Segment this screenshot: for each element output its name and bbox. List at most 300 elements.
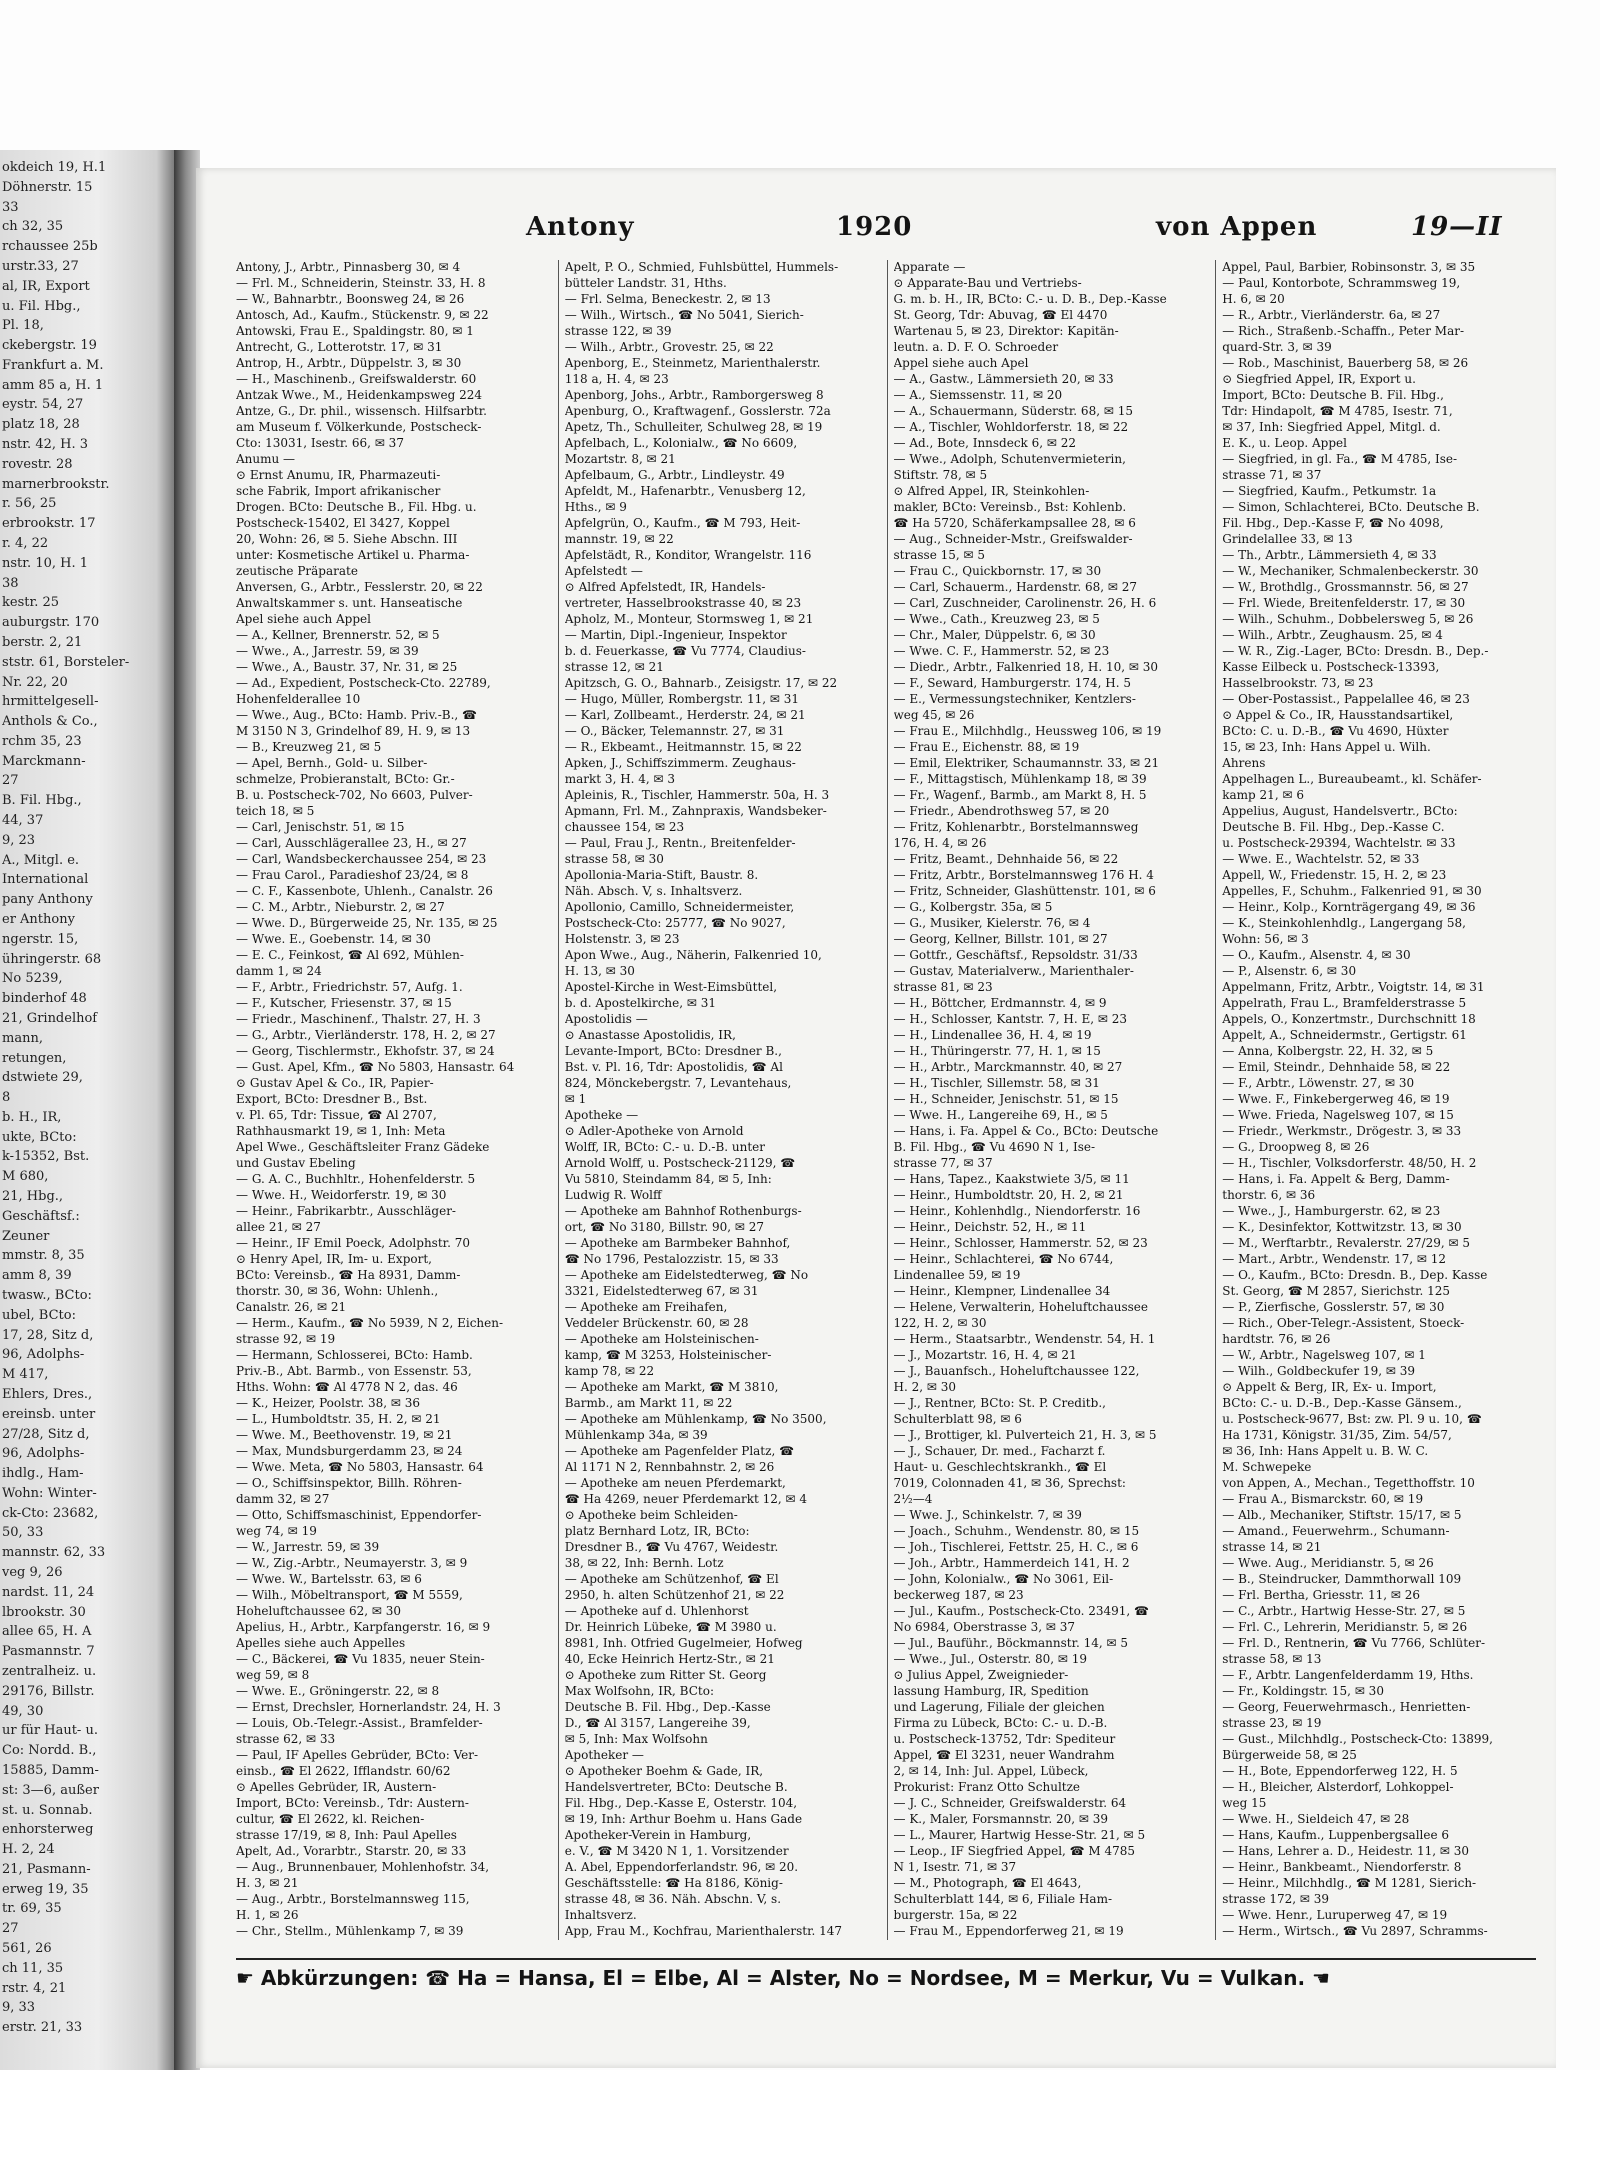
directory-entry: ⊙ Apotheker Boehm & Gade, IR,	[564, 1764, 764, 1778]
left-page-line: 27	[2, 1921, 19, 1937]
directory-entry: M 3150 N 3, Grindelhof 89, H. 9, ✉ 13	[236, 724, 471, 738]
left-page-line: pany Anthony	[2, 892, 93, 908]
directory-entry: — J., Mozartstr. 16, H. 4, ✉ 21	[893, 1348, 1077, 1362]
directory-entry: — A., Gastw., Lämmersieth 20, ✉ 33	[893, 372, 1114, 386]
directory-entry: — Frl. M., Schneiderin, Steinstr. 33, H. 8	[236, 276, 486, 290]
directory-entry: ⊙ Alfred Apfelstedt, IR, Handels-	[564, 580, 766, 594]
directory-entry: Appel, Paul, Barbier, Robinsonstr. 3, ✉ 35	[1222, 260, 1476, 274]
directory-entry: — Wwe. Meta, ☎ No 5803, Hansastr. 64	[236, 1460, 484, 1474]
directory-entry: — Heinr., Klempner, Lindenallee 34	[893, 1284, 1111, 1298]
directory-entry: — Wwe. E., Goebenstr. 14, ✉ 30	[236, 932, 431, 946]
column-4	[1215, 260, 1536, 1940]
directory-entry: strasse 15, ✉ 5	[893, 548, 986, 562]
directory-entry: Deutsche B. Fil. Hbg., Dep.-Kasse C.	[1222, 820, 1445, 834]
directory-entry: — Joh., Tischlerei, Fettstr. 25, H. C., ✉ 6	[893, 1540, 1139, 1554]
directory-entry: 15, ✉ 23, Inh: Hans Appel u. Wilh.	[1222, 740, 1431, 754]
directory-entry: 20, Wohn: 26, ✉ 5. Siehe Abschn. III	[236, 532, 458, 546]
directory-entry: — W., Arbtr., Nagelsweg 107, ✉ 1	[1222, 1348, 1426, 1362]
directory-entry: Drogen. BCto: Deutsche B., Fil. Hbg. u.	[236, 500, 477, 514]
directory-entry: Geschäftsstelle: ☎ Ha 8186, König-	[564, 1876, 783, 1890]
directory-entry: 122, H. 2, ✉ 30	[893, 1316, 987, 1330]
directory-entry: Hths. Wohn: ☎ Al 4778 N 2, das. 46	[236, 1380, 458, 1394]
directory-entry: — Wwe., Adolph, Schutenvermieterin,	[893, 452, 1126, 466]
directory-entry: unter: Kosmetische Artikel u. Pharma-	[236, 548, 470, 562]
directory-entry: Kasse Eilbeck u. Postscheck-13393,	[1222, 660, 1440, 674]
left-page-line: erstr. 21, 33	[2, 2020, 83, 2036]
directory-entry: — H., Lindenallee 36, H. 4, ✉ 19	[893, 1028, 1092, 1042]
directory-entry: Apitzsch, G. O., Bahnarb., Zeisigstr. 17, ✉ 22	[564, 676, 838, 690]
directory-entry: Anversen, G., Arbtr., Fesslerstr. 20, ✉ 22	[236, 580, 483, 594]
left-page-line: 9, 23	[2, 832, 36, 848]
directory-entry: Wolff, IR, BCto: C.- u. D.-B. unter	[564, 1140, 766, 1154]
directory-entry: — Hermann, Schlosserei, BCto: Hamb.	[236, 1348, 473, 1362]
directory-entry: — J. C., Schneider, Greifswalderstr. 64	[893, 1796, 1127, 1810]
directory-entry: — Siegfried, Kaufm., Petkumstr. 1a	[1222, 484, 1437, 498]
directory-entry: — W., Brothdlg., Grossmannstr. 56, ✉ 27	[1222, 580, 1469, 594]
left-page-line: st. u. Sonnab.	[2, 1802, 93, 1818]
directory-entry: Appelmann, Fritz, Arbtr., Voigtstr. 14, ✉ 31	[1222, 980, 1485, 994]
directory-entry: — G., Droopweg 8, ✉ 26	[1222, 1140, 1370, 1154]
directory-entry: — Ad., Expedient, Postscheck-Cto. 22789,	[236, 676, 491, 690]
directory-entry: 2950, h. alten Schützenhof 21, ✉ 22	[564, 1588, 785, 1602]
directory-entry: — Heinr., Schlosser, Hammerstr. 52, ✉ 23	[893, 1236, 1148, 1250]
left-page-line: amm 8, 39	[2, 1268, 72, 1284]
directory-entry: ⊙ Apotheke beim Schleiden-	[564, 1508, 738, 1522]
directory-entry: ⊙ Ernst Anumu, IR, Pharmazeuti-	[236, 468, 441, 482]
directory-entry: strasse 58, ✉ 13	[1222, 1652, 1322, 1666]
directory-entry: — Mart., Arbtr., Wendenstr. 17, ✉ 12	[1222, 1252, 1447, 1266]
directory-entry: u. Postscheck-9677, Bst: zw. Pl. 9 u. 10, ☎	[1222, 1412, 1482, 1426]
directory-entry: — O., Kaufm., BCto: Dresdn. B., Dep. Kasse	[1222, 1268, 1488, 1282]
directory-entry: Appel, ☎ El 3231, neuer Wandrahm	[893, 1748, 1115, 1762]
directory-entry: Canalstr. 26, ✉ 21	[236, 1300, 347, 1314]
directory-entry: ⊙ Julius Appel, Zweignieder-	[893, 1668, 1069, 1682]
left-page-line: 49, 30	[2, 1703, 44, 1719]
directory-entry: — Apotheke am Freihafen,	[564, 1300, 728, 1314]
page-number: 19—II	[1411, 212, 1503, 242]
directory-entry: — Frl. C., Lehrerin, Meridianstr. 5, ✉ 26	[1222, 1620, 1468, 1634]
left-page-line: International	[2, 872, 89, 888]
directory-entry: Ahrens	[1222, 756, 1266, 770]
directory-entry: 2, ✉ 14, Inh: Jul. Appel, Lübeck,	[893, 1764, 1089, 1778]
left-page-line: amm 85 a, H. 1	[2, 377, 104, 393]
left-page-line: retungen,	[2, 1050, 67, 1066]
left-page-line: ihdlg., Ham-	[2, 1466, 84, 1482]
directory-entry: v. Pl. 65, Tdr: Tissue, ☎ Al 2707,	[236, 1108, 437, 1122]
directory-entry: Apfelstedt —	[564, 564, 643, 578]
directory-entry: ⊙ Apparate-Bau und Vertriebs-	[893, 276, 1082, 290]
directory-entry: ✉ 19, Inh: Arthur Boehm u. Hans Gade	[564, 1812, 803, 1826]
directory-entry: M. Schwepeke	[1222, 1460, 1312, 1474]
directory-entry: H. 1, ✉ 26	[236, 1908, 299, 1922]
directory-entry: — Wilh., Goldbeckufer 19, ✉ 39	[1222, 1364, 1415, 1378]
directory-entry: ☎ No 1796, Pestalozzistr. 15, ✉ 33	[564, 1252, 779, 1266]
directory-entry: — Paul, Frau J., Rentn., Breitenfelder-	[564, 836, 796, 850]
directory-entry: Antzak Wwe., M., Heidenkampsweg 224	[236, 388, 482, 402]
directory-entry: Näh. Absch. V, s. Inhaltsverz.	[564, 884, 743, 898]
directory-entry: — M., Werftarbtr., Revalerstr. 27/29, ✉ 5	[1222, 1236, 1470, 1250]
left-page-fragment	[0, 150, 178, 2070]
directory-entry: Grindelallee 33, ✉ 13	[1222, 532, 1353, 546]
directory-entry: — O., Kaufm., Alsenstr. 4, ✉ 30	[1222, 948, 1411, 962]
directory-entry: Apelius, H., Arbtr., Karpfangerstr. 16, ✉ 9	[236, 1620, 491, 1634]
directory-entry: — Carl, Schauerm., Hardenstr. 68, ✉ 27	[893, 580, 1137, 594]
directory-entry: 7019, Colonnaden 41, ✉ 36, Sprechst:	[893, 1476, 1126, 1490]
directory-entry: thorstr. 6, ✉ 36	[1222, 1188, 1316, 1202]
directory-entry: — J., Bauanfsch., Hoheluftchaussee 122,	[893, 1364, 1140, 1378]
directory-entry: Antowski, Frau E., Spaldingstr. 80, ✉ 1	[236, 324, 474, 338]
directory-entry: — Wwe., J., Hamburgerstr. 62, ✉ 23	[1222, 1204, 1441, 1218]
directory-entry: Cto: 13031, Isestr. 66, ✉ 37	[236, 436, 404, 450]
directory-entry: — Wilh., Wirtsch., ☎ No 5041, Sierich-	[564, 308, 804, 322]
directory-entry: Inhaltsverz.	[564, 1908, 637, 1922]
left-page-line: 38	[2, 575, 19, 591]
directory-entry: — Emil, Steindr., Dehnhaide 58, ✉ 22	[1222, 1060, 1451, 1074]
directory-entry: ⊙ Appel & Co., IR, Hausstandsartikel,	[1222, 708, 1454, 722]
directory-entry: BCto: C.- u. D.-B., Dep.-Kasse Gänsem.,	[1222, 1396, 1462, 1410]
directory-entry: — P., Alsenstr. 6, ✉ 30	[1222, 964, 1357, 978]
directory-entry: teich 18, ✉ 5	[236, 804, 315, 818]
directory-entry: — Friedr., Maschinenf., Thalstr. 27, H. 3	[236, 1012, 481, 1026]
directory-entry: — Carl, Wandsbeckerchaussee 254, ✉ 23	[236, 852, 487, 866]
directory-entry: Antosch, Ad., Kaufm., Stückenstr. 9, ✉ 22	[236, 308, 489, 322]
directory-entry: Apenburg, O., Kraftwagenf., Gosslerstr. 72a	[564, 404, 831, 418]
directory-entry: — E., Vermessungstechniker, Kentzlers-	[893, 692, 1136, 706]
directory-entry: — Apotheke am Schützenhof, ☎ El	[564, 1572, 779, 1586]
directory-entry: weg 74, ✉ 19	[236, 1524, 317, 1538]
directory-entry: Antrop, H., Arbtr., Düppelstr. 3, ✉ 30	[236, 356, 462, 370]
directory-entry: und Lagerung, Filiale der gleichen	[893, 1700, 1105, 1714]
directory-entry: ⊙ Adler-Apotheke von Arnold	[564, 1124, 744, 1138]
left-page-line: st: 3—6, außer	[2, 1782, 99, 1798]
left-page-line: er Anthony	[2, 912, 75, 927]
directory-entry: — B., Kreuzweg 21, ✉ 5	[236, 740, 382, 754]
left-page-line: Frankfurt a. M.	[2, 357, 104, 373]
directory-entry: Bürgerweide 58, ✉ 25	[1222, 1748, 1357, 1762]
directory-entry: Apenborg, E., Steinmetz, Marienthalerstr.	[564, 356, 821, 370]
directory-entry: Apotheker-Verein in Hamburg,	[564, 1828, 752, 1842]
directory-entry: — Wwe. F., Finkebergerweg 46, ✉ 19	[1222, 1092, 1450, 1106]
directory-entry: N 1, Isestr. 71, ✉ 37	[893, 1860, 1017, 1874]
directory-entry: Appell, W., Friedenstr. 15, H. 2, ✉ 23	[1222, 868, 1447, 882]
directory-entry: Arnold Wolff, u. Postscheck-21129, ☎	[564, 1156, 796, 1170]
directory-entry: Dr. Heinrich Lübeke, ☎ M 3980 u.	[564, 1620, 777, 1634]
directory-entry: — Ad., Bote, Innsdeck 6, ✉ 22	[893, 436, 1077, 450]
directory-entry: — F., Arbtr., Löwenstr. 27, ✉ 30	[1222, 1076, 1415, 1090]
directory-entry: — Leop., IF Siegfried Appel, ☎ M 4785	[893, 1844, 1136, 1858]
directory-entry: — Fr., Wagenf., Barmb., am Markt 8, H. 5	[893, 788, 1147, 802]
directory-entry: — Jul., Kaufm., Postscheck-Cto. 23491, ☎	[893, 1604, 1149, 1618]
left-page-line: Pasmannstr. 7	[2, 1644, 95, 1660]
left-page-line: No 5239,	[2, 971, 63, 987]
directory-entry: — Frau C., Quickbornstr. 17, ✉ 30	[893, 564, 1102, 578]
left-page-line: r. 4, 22	[2, 536, 49, 551]
directory-entry: Apostolidis —	[564, 1012, 648, 1026]
directory-entry: Apel Wwe., Geschäftsleiter Franz Gädeke	[236, 1140, 490, 1154]
directory-entry: 38, ✉ 22, Inh: Bernh. Lotz	[564, 1556, 724, 1570]
directory-entry: — W., Jarrestr. 59, ✉ 39	[236, 1540, 380, 1554]
directory-entry: weg 59, ✉ 8	[236, 1668, 310, 1682]
left-page-line: M 680,	[2, 1169, 49, 1185]
directory-entry: ⊙ Siegfried Appel, IR, Export u.	[1222, 372, 1416, 386]
left-page-line: 9, 33	[2, 2000, 36, 2016]
directory-entry: strasse 92, ✉ 19	[236, 1332, 336, 1346]
directory-entry: — Frau Carol., Paradieshof 23/24, ✉ 8	[236, 868, 469, 882]
directory-entry: — Heinr., Kolp., Kornträgergang 49, ✉ 36	[1222, 900, 1476, 914]
directory-entry: cultur, ☎ El 2622, kl. Reichen-	[236, 1812, 425, 1826]
directory-entry: strasse 58, ✉ 30	[564, 852, 664, 866]
directory-entry: Hohenfelderallee 10	[236, 692, 361, 706]
directory-entry: — Joh., Arbtr., Hammerdeich 141, H. 2	[893, 1556, 1130, 1570]
directory-entry: Apholz, M., Monteur, Stormsweg 1, ✉ 21	[564, 612, 814, 626]
directory-entry: Priv.-B., Abt. Barmb., von Essenstr. 53,	[236, 1364, 472, 1378]
left-page-line: rovestr. 28	[2, 456, 73, 472]
directory-entry: Hths., ✉ 9	[564, 500, 627, 514]
directory-entry: No 6984, Oberstrasse 3, ✉ 37	[893, 1620, 1076, 1634]
directory-entry: Dresdner B., ☎ Vu 4767, Weidestr.	[564, 1540, 779, 1554]
directory-entry: — Paul, Kontorbote, Schrammsweg 19,	[1222, 276, 1461, 290]
directory-entry: ⊙ Apotheke zum Ritter St. Georg	[564, 1668, 767, 1682]
directory-entry: — F., Arbtr. Langenfelderdamm 19, Hths.	[1222, 1668, 1474, 1682]
directory-entry: Appelrath, Frau L., Bramfelderstrasse 5	[1222, 996, 1467, 1010]
directory-entry: — J., Brottiger, kl. Pulverteich 21, H. 3, ✉ 5	[893, 1428, 1157, 1442]
directory-entry: — Martin, Dipl.-Ingenieur, Inspektor	[564, 628, 787, 642]
directory-entry: ☎ Ha 5720, Schäferkampsallee 28, ✉ 6	[893, 516, 1136, 530]
directory-entry: — G. A. C., Buchhltr., Hohenfelderstr. 5	[236, 1172, 476, 1186]
directory-entry: Apon Wwe., Aug., Näherin, Falkenried 10,	[564, 948, 822, 962]
directory-entry: — Frau E., Eichenstr. 88, ✉ 19	[893, 740, 1080, 754]
directory-entry: — Th., Arbtr., Lämmersieth 4, ✉ 33	[1222, 548, 1437, 562]
directory-entry: — Frau A., Bismarckstr. 60, ✉ 19	[1222, 1492, 1424, 1506]
left-page-line: ch 11, 35	[2, 1960, 64, 1976]
directory-entry: — Frau E., Milchhdlg., Heussweg 106, ✉ 19	[893, 724, 1162, 738]
left-page-line: ststr. 61, Borsteler-	[2, 654, 130, 670]
directory-entry: weg 45, ✉ 26	[893, 708, 975, 722]
left-page-line: 21, Pasmann-	[2, 1861, 91, 1877]
directory-entry: — Heinr., Humboldtstr. 20, H. 2, ✉ 21	[893, 1188, 1124, 1202]
directory-entry: strasse 122, ✉ 39	[564, 324, 672, 338]
directory-page	[196, 168, 1556, 2068]
left-page-line: b. H., IR,	[2, 1109, 62, 1125]
directory-entry: — Carl, Zuschneider, Carolinenstr. 26, H. 6	[893, 596, 1157, 610]
directory-entry: Appel siehe auch Apel	[893, 356, 1029, 370]
left-page-line: rstr. 4, 21	[2, 1980, 67, 1996]
directory-entry: — Hans, Lehrer a. D., Heidestr. 11, ✉ 30	[1222, 1844, 1470, 1858]
left-page-line: binderhof 48	[2, 991, 87, 1007]
directory-entry: — Frl. D., Rentnerin, ☎ Vu 7766, Schlüter-	[1222, 1636, 1486, 1650]
directory-entry: Firma zu Lübeck, BCto: C.- u. D.-B.	[893, 1716, 1108, 1730]
left-page-line: M 417,	[2, 1367, 49, 1383]
left-page-line: veg 9, 26	[2, 1565, 63, 1581]
directory-entry: sche Fabrik, Import afrikanischer	[236, 484, 441, 498]
directory-entry: 3321, Eidelstedterweg 67, ✉ 31	[564, 1284, 759, 1298]
left-page-line: kestr. 25	[2, 595, 60, 611]
left-page-line: 50, 33	[2, 1525, 44, 1541]
directory-entry: Apelt, Ad., Vorarbtr., Starstr. 20, ✉ 33	[236, 1844, 467, 1858]
directory-entry: — C. F., Kassenbote, Uhlenh., Canalstr. 26	[236, 884, 493, 898]
directory-entry: — Wwe. Frieda, Nagelsweg 107, ✉ 15	[1222, 1108, 1454, 1122]
left-page-line: 17, 28, Sitz d,	[2, 1327, 94, 1343]
left-page-line: B. Fil. Hbg.,	[2, 793, 82, 809]
column-1	[236, 260, 550, 1940]
directory-entry: — A., Siemssenstr. 11, ✉ 20	[893, 388, 1063, 402]
directory-entry: Apfelgrün, O., Kaufm., ☎ M 793, Heit-	[564, 516, 801, 530]
directory-entry: — Heinr., Deichstr. 52, H., ✉ 11	[893, 1220, 1087, 1234]
directory-entry: — Carl, Jenischstr. 51, ✉ 15	[236, 820, 405, 834]
directory-entry: — Joach., Schuhm., Wendenstr. 80, ✉ 15	[893, 1524, 1140, 1538]
directory-entry: — Apotheke am Bahnhof Rothenburgs-	[564, 1204, 802, 1218]
directory-entry: — Rob., Maschinist, Bauerberg 58, ✉ 26	[1222, 356, 1469, 370]
directory-entry: Apfelbaum, G., Arbtr., Lindleystr. 49	[564, 468, 785, 482]
directory-entry: — Wwe., Cath., Kreuzweg 23, ✉ 5	[893, 612, 1100, 626]
directory-entry: — Amand., Feuerwehrm., Schumann-	[1222, 1524, 1450, 1538]
directory-entry: — Gust. Apel, Kfm., ☎ No 5803, Hansastr. 64	[236, 1060, 515, 1074]
directory-entry: — W., Zig.-Arbtr., Neumayerstr. 3, ✉ 9	[236, 1556, 468, 1570]
directory-entry: Appelt, A., Schneidermstr., Gertigstr. 61	[1222, 1028, 1467, 1042]
left-page-line: Co: Nordd. B.,	[2, 1743, 97, 1759]
left-page-line: dstwiete 29,	[2, 1070, 83, 1086]
directory-entry: — B., Steindrucker, Dammthorwall 109	[1222, 1572, 1462, 1586]
directory-entry: einsb., ☎ El 2622, Ifflandstr. 60/62	[236, 1764, 451, 1778]
directory-entry: B. Fil. Hbg., ☎ Vu 4690 N 1, Ise-	[893, 1140, 1096, 1154]
directory-entry: — Otto, Schiffsmaschinist, Eppendorfer-	[236, 1508, 482, 1522]
directory-entry: — R., Ekbeamt., Heitmannstr. 15, ✉ 22	[564, 740, 802, 754]
left-page-line: al, IR, Export	[2, 278, 90, 294]
directory-entry: Apfelstädt, R., Konditor, Wrangelstr. 116	[564, 548, 812, 562]
directory-entry: — Frl. Bertha, Griesstr. 11, ✉ 26	[1222, 1588, 1421, 1602]
directory-entry: ✉ 1	[564, 1092, 587, 1106]
directory-entry: Apollonio, Camillo, Schneidermeister,	[564, 900, 795, 914]
directory-entry: strasse 48, ✉ 36. Näh. Abschn. V, s.	[564, 1892, 782, 1906]
directory-columns	[236, 260, 1536, 1940]
left-page-line: ubel, BCto:	[2, 1307, 76, 1323]
column-3	[887, 260, 1208, 1940]
directory-entry: — Hans, Kaufm., Luppenbergsallee 6	[1222, 1828, 1450, 1842]
header-last-entry: von Appen	[1156, 212, 1318, 242]
directory-entry: — Georg, Kellner, Billstr. 101, ✉ 27	[893, 932, 1108, 946]
directory-entry: St. Georg, ☎ M 2857, Sierichstr. 125	[1222, 1284, 1451, 1298]
left-page-line: 29176, Billstr.	[2, 1683, 95, 1699]
directory-entry: Apelles siehe auch Appelles	[236, 1636, 406, 1650]
directory-entry: Prokurist: Franz Otto Schultze	[893, 1780, 1081, 1794]
directory-entry: — A., Schauermann, Süderstr. 68, ✉ 15	[893, 404, 1133, 418]
directory-entry: strasse 12, ✉ 21	[564, 660, 664, 674]
left-page-line: rchaussee 25b	[2, 239, 98, 255]
directory-entry: Bst. v. Pl. 16, Tdr: Apostolidis, ☎ Al	[564, 1060, 783, 1074]
directory-entry: H. 2, ✉ 30	[893, 1380, 956, 1394]
directory-entry: — F., Seward, Hamburgerstr. 174, H. 5	[893, 676, 1131, 690]
left-page-line: nardst. 11, 24	[2, 1584, 95, 1600]
directory-entry: — Wwe. Aug., Meridianstr. 5, ✉ 26	[1222, 1556, 1434, 1570]
directory-entry: ✉ 5, Inh: Max Wolfsohn	[564, 1732, 708, 1746]
directory-entry: Schulterblatt 144, ✉ 6, Filiale Ham-	[893, 1892, 1112, 1906]
directory-entry: — H., Maschinenb., Greifswalderstr. 60	[236, 372, 477, 386]
directory-entry: — Wwe. H., Weidorferstr. 19, ✉ 30	[236, 1188, 447, 1202]
directory-entry: H. 3, ✉ 21	[236, 1876, 299, 1890]
directory-entry: Antze, G., Dr. phil., wissensch. Hilfsarbtr.	[236, 404, 487, 418]
left-page-line: mann,	[2, 1030, 43, 1046]
directory-entry: — Wwe. D., Bürgerweide 25, Nr. 135, ✉ 25	[236, 916, 498, 930]
directory-entry: — Hans, Tapez., Kaakstwiete 3/5, ✉ 11	[893, 1172, 1130, 1186]
directory-entry: — H., Tischler, Sillemstr. 58, ✉ 31	[893, 1076, 1100, 1090]
directory-entry: — H., Arbtr., Marckmannstr. 40, ✉ 27	[893, 1060, 1123, 1074]
directory-entry: damm 32, ✉ 27	[236, 1492, 330, 1506]
directory-entry: quard-Str. 3, ✉ 39	[1222, 340, 1332, 354]
directory-entry: D., ☎ Al 3157, Langereihe 39,	[564, 1716, 751, 1730]
directory-entry: — Chr., Stellm., Mühlenkamp 7, ✉ 39	[236, 1924, 464, 1938]
directory-entry: — R., Arbtr., Vierländerstr. 6a, ✉ 27	[1222, 308, 1441, 322]
directory-entry: — Heinr., Fabrikarbtr., Ausschläger-	[236, 1204, 456, 1218]
directory-entry: — H., Thüringerstr. 77, H. 1, ✉ 15	[893, 1044, 1101, 1058]
directory-entry: — H., Schneider, Jenischstr. 51, ✉ 15	[893, 1092, 1119, 1106]
left-page-line: ckebergstr. 19	[2, 338, 97, 354]
directory-entry: vertreter, Hasselbrookstrasse 40, ✉ 23	[564, 596, 802, 610]
directory-entry: Schulterblatt 98, ✉ 6	[893, 1412, 1022, 1426]
directory-entry: bütteler Landstr. 31, Hths.	[564, 276, 727, 290]
directory-entry: — Georg, Feuerwehrmasch., Henrietten-	[1222, 1700, 1471, 1714]
left-page-line: Anthols & Co.,	[2, 714, 98, 730]
directory-entry: ⊙ Gustav Apel & Co., IR, Papier-	[236, 1076, 434, 1090]
directory-entry: strasse 172, ✉ 39	[1222, 1892, 1330, 1906]
directory-entry: Appelius, August, Handelsvertr., BCto:	[1222, 804, 1458, 818]
directory-entry: — H., Schlosser, Kantstr. 7, H. E, ✉ 23	[893, 1012, 1128, 1026]
directory-entry: leutn. a. D. F. O. Schroeder	[893, 340, 1059, 354]
directory-entry: Mühlenkamp 34a, ✉ 39	[564, 1428, 708, 1442]
directory-entry: — Karl, Zollbeamt., Herderstr. 24, ✉ 21	[564, 708, 806, 722]
directory-entry: — Wwe. Henr., Luruperweg 47, ✉ 19	[1222, 1908, 1448, 1922]
directory-entry: Postscheck-Cto: 25777, ☎ No 9027,	[564, 916, 786, 930]
directory-entry: A. Abel, Eppendorferlandstr. 96, ✉ 20.	[564, 1860, 799, 1874]
directory-entry: — K., Heizer, Poolstr. 38, ✉ 36	[236, 1396, 421, 1410]
directory-entry: zeutische Präparate	[236, 564, 358, 578]
directory-entry: — Herm., Staatsarbtr., Wendenstr. 54, H. 1	[893, 1332, 1156, 1346]
left-page-line: hrmittelgesell-	[2, 694, 99, 710]
directory-entry: — K., Steinkohlenhdlg., Langergang 58,	[1222, 916, 1466, 930]
directory-entry: Ludwig R. Wolff	[564, 1188, 662, 1202]
directory-entry: — Frau M., Eppendorferweg 21, ✉ 19	[893, 1924, 1124, 1938]
directory-entry: Fil. Hbg., Dep.-Kasse F, ☎ No 4098,	[1222, 516, 1444, 530]
left-page-line: Ehlers, Dres.,	[2, 1386, 93, 1402]
directory-entry: strasse 17/19, ✉ 8, Inh: Paul Apelles	[236, 1828, 457, 1842]
directory-entry: Hoheluftchaussee 62, ✉ 30	[236, 1604, 402, 1618]
left-page-line: marnerbrookstr.	[2, 476, 110, 492]
directory-entry: — H., Tischler, Volksdorferstr. 48/50, H. 2	[1222, 1156, 1477, 1170]
left-page-line: A., Mitgl. e.	[2, 852, 80, 868]
directory-entry: — Wwe. J., Schinkelstr. 7, ✉ 39	[893, 1508, 1082, 1522]
directory-entry: — Wwe. M., Beethovenstr. 19, ✉ 21	[236, 1428, 453, 1442]
directory-entry: markt 3, H. 4, ✉ 3	[564, 772, 676, 786]
left-page-line: twasw., BCto:	[2, 1288, 92, 1303]
directory-entry: G. m. b. H., IR, BCto: C.- u. D. B., Dep.-Kasse	[893, 292, 1167, 306]
directory-entry: ⊙ Anastasse Apostolidis, IR,	[564, 1028, 736, 1042]
directory-entry: platz Bernhard Lotz, IR, BCto:	[564, 1524, 750, 1538]
scan-margin	[0, 2070, 1600, 2177]
directory-entry: Wohn: 56, ✉ 3	[1222, 932, 1309, 946]
directory-entry: — Apotheke am Pagenfelder Platz, ☎	[564, 1444, 795, 1458]
directory-entry: — F., Arbtr., Friedrichstr. 57, Aufg. 1.	[236, 980, 463, 994]
directory-entry: — Fritz, Beamt., Dehnhaide 56, ✉ 22	[893, 852, 1119, 866]
directory-entry: strasse 77, ✉ 37	[893, 1156, 993, 1170]
directory-entry: — Wwe. W., Bartelsstr. 63, ✉ 6	[236, 1572, 422, 1586]
directory-entry: Apotheke —	[564, 1108, 639, 1122]
directory-entry: BCto: Vereinsb., ☎ Ha 8931, Damm-	[236, 1268, 461, 1282]
left-page-line: auburgstr. 170	[2, 615, 100, 631]
left-page-line: okdeich 19, H.1	[2, 160, 107, 175]
directory-entry: Apparate —	[893, 260, 966, 274]
left-page-line: tr. 69, 35	[2, 1901, 62, 1917]
directory-entry: — Heinr., IF Emil Poeck, Adolphstr. 70	[236, 1236, 470, 1250]
directory-entry: — Fritz, Kohlenarbtr., Borstelmannsweg	[893, 820, 1139, 834]
